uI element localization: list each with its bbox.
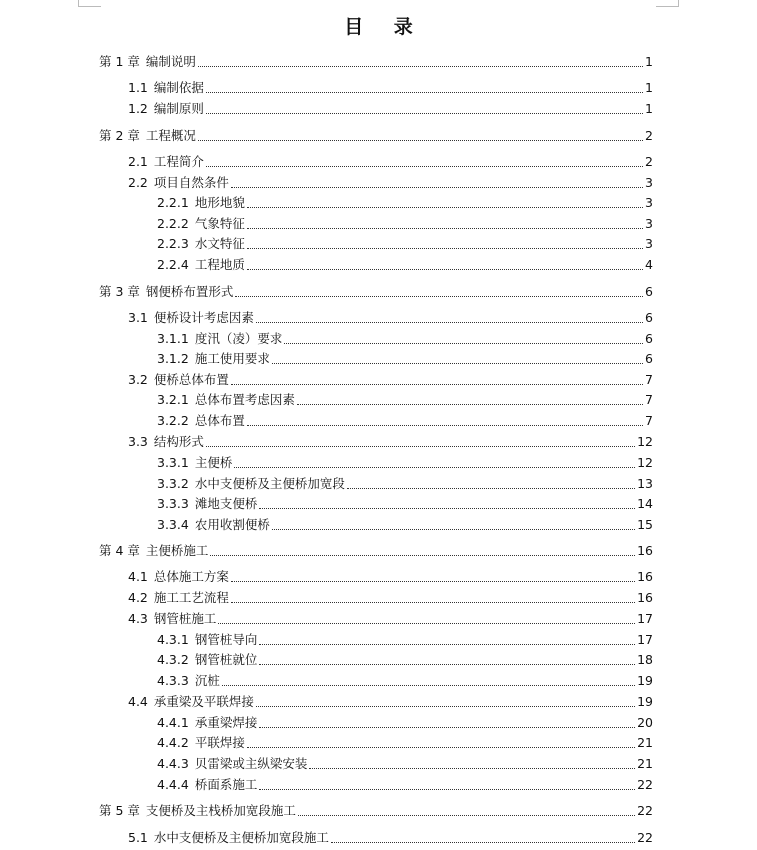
toc-entry[interactable] bbox=[157, 754, 653, 772]
toc-entry-label: 水中支便桥及主便桥加宽段施工 bbox=[153, 830, 329, 845]
toc-entry-number: 3.3.3 bbox=[157, 496, 189, 511]
toc-dot-leader bbox=[272, 362, 643, 364]
toc-entry-number: 第 2 章 bbox=[99, 128, 140, 143]
toc-entry-number: 4.4.4 bbox=[157, 777, 189, 792]
toc-entry[interactable] bbox=[157, 515, 653, 533]
toc-dot-leader bbox=[284, 342, 643, 344]
toc-entry-label: 编制说明 bbox=[145, 54, 196, 69]
toc-entry[interactable] bbox=[99, 541, 653, 559]
toc-entry[interactable] bbox=[99, 126, 653, 144]
toc-dot-leader bbox=[218, 622, 635, 624]
toc-dot-leader bbox=[297, 403, 643, 405]
toc-entry-page-number: 15 bbox=[637, 517, 653, 532]
toc-dot-leader bbox=[259, 726, 635, 728]
toc-entry-label: 农用收割便桥 bbox=[194, 517, 270, 532]
toc-dot-leader bbox=[309, 767, 635, 769]
toc-entry-page-number: 7 bbox=[645, 392, 653, 407]
toc-dot-leader bbox=[210, 554, 635, 556]
toc-entry[interactable] bbox=[157, 214, 653, 232]
toc-entry[interactable] bbox=[128, 99, 653, 117]
toc-entry-page-number: 3 bbox=[645, 175, 653, 190]
toc-entry-page-number: 16 bbox=[637, 569, 653, 584]
toc-dot-leader bbox=[198, 65, 643, 67]
toc-entry-label: 水文特征 bbox=[194, 236, 245, 251]
toc-entry-page-number: 18 bbox=[637, 652, 653, 667]
toc-entry-page-number: 14 bbox=[637, 496, 653, 511]
toc-dot-leader bbox=[247, 268, 643, 270]
toc-dot-leader bbox=[347, 487, 635, 489]
toc-entry-label: 工程简介 bbox=[153, 154, 204, 169]
toc-entry-label: 施工工艺流程 bbox=[153, 590, 229, 605]
toc-entry-page-number: 19 bbox=[637, 673, 653, 688]
toc-entry-number: 5.1 bbox=[128, 830, 148, 845]
toc-dot-leader bbox=[198, 139, 643, 141]
toc-dot-leader bbox=[231, 601, 635, 603]
toc-entry-label: 便桥总体布置 bbox=[153, 372, 229, 387]
toc-entry[interactable] bbox=[99, 801, 653, 819]
toc-entry-page-number: 7 bbox=[645, 413, 653, 428]
toc-dot-leader bbox=[206, 91, 643, 93]
page-corner-mark-left bbox=[78, 0, 101, 7]
toc-entry[interactable] bbox=[128, 609, 653, 627]
toc-entry-page-number: 16 bbox=[637, 543, 653, 558]
toc-entry[interactable] bbox=[157, 650, 653, 668]
toc-entry[interactable] bbox=[157, 234, 653, 252]
toc-entry-page-number: 22 bbox=[637, 777, 653, 792]
toc-entry-page-number: 3 bbox=[645, 195, 653, 210]
toc-entry-label: 地形地貌 bbox=[194, 195, 245, 210]
toc-entry-number: 4.4.3 bbox=[157, 756, 189, 771]
toc-entry-label: 编制原则 bbox=[153, 101, 204, 116]
toc-entry-label: 气象特征 bbox=[194, 216, 245, 231]
toc-entry-number: 3.3.1 bbox=[157, 455, 189, 470]
toc-entry-label: 钢管桩施工 bbox=[153, 611, 217, 626]
toc-entry[interactable] bbox=[128, 173, 653, 191]
toc-entry-label: 主便桥施工 bbox=[145, 543, 209, 558]
toc-dot-leader bbox=[259, 643, 635, 645]
toc-entry-number: 4.3.1 bbox=[157, 632, 189, 647]
toc-entry-label: 水中支便桥及主便桥加宽段 bbox=[194, 476, 345, 491]
toc-entry-page-number: 4 bbox=[645, 257, 653, 272]
toc-entry-number: 3.3.2 bbox=[157, 476, 189, 491]
toc-dot-leader bbox=[231, 383, 643, 385]
page-title: 目 录 bbox=[344, 16, 425, 38]
toc-entry-page-number: 12 bbox=[637, 455, 653, 470]
toc-entry[interactable] bbox=[157, 671, 653, 689]
toc-entry-label: 钢管桩就位 bbox=[194, 652, 258, 667]
toc-entry-page-number: 16 bbox=[637, 590, 653, 605]
toc-dot-leader bbox=[206, 165, 643, 167]
toc-dot-leader bbox=[231, 186, 643, 188]
toc-entry[interactable] bbox=[99, 52, 653, 70]
toc-entry-page-number: 1 bbox=[645, 101, 653, 116]
toc-entry[interactable] bbox=[157, 453, 653, 471]
toc-entry-page-number: 2 bbox=[645, 128, 653, 143]
toc-entry-page-number: 17 bbox=[637, 611, 653, 626]
toc-entry-page-number: 17 bbox=[637, 632, 653, 647]
toc-dot-leader bbox=[231, 580, 635, 582]
toc-entry-number: 3.1.2 bbox=[157, 351, 189, 366]
toc-entry-label: 滩地支便桥 bbox=[194, 496, 258, 511]
toc-dot-leader bbox=[247, 746, 635, 748]
toc-entry-page-number: 22 bbox=[637, 830, 653, 845]
toc-entry-label: 贝雷梁或主纵梁安装 bbox=[194, 756, 308, 771]
toc-entry-number: 4.4 bbox=[128, 694, 148, 709]
toc-entry-page-number: 7 bbox=[645, 372, 653, 387]
toc-entry[interactable] bbox=[128, 828, 653, 846]
toc-entry-number: 4.2 bbox=[128, 590, 148, 605]
toc-entry[interactable] bbox=[157, 713, 653, 731]
toc-entry-number: 第 5 章 bbox=[99, 803, 140, 818]
toc-entry[interactable] bbox=[128, 588, 653, 606]
toc-entry-number: 第 3 章 bbox=[99, 284, 140, 299]
toc-dot-leader bbox=[247, 227, 643, 229]
toc-entry[interactable] bbox=[128, 370, 653, 388]
toc-dot-leader bbox=[247, 424, 643, 426]
toc-entry-number: 3.2 bbox=[128, 372, 148, 387]
toc-entry[interactable] bbox=[157, 733, 653, 751]
toc-entry[interactable] bbox=[157, 329, 653, 347]
toc-entry[interactable] bbox=[128, 567, 653, 585]
toc-entry-page-number: 6 bbox=[645, 351, 653, 366]
toc-entry-page-number: 1 bbox=[645, 80, 653, 95]
toc-entry-label: 工程地质 bbox=[194, 257, 245, 272]
toc-entry-page-number: 22 bbox=[637, 803, 653, 818]
toc-dot-leader bbox=[259, 663, 635, 665]
toc-dot-leader bbox=[234, 466, 635, 468]
toc-entry[interactable] bbox=[128, 432, 653, 450]
toc-dot-leader bbox=[256, 705, 635, 707]
toc-entry-number: 第 1 章 bbox=[99, 54, 140, 69]
toc-entry-label: 桥面系施工 bbox=[194, 777, 258, 792]
toc-entry-page-number: 21 bbox=[637, 756, 653, 771]
toc-entry-label: 总体布置 bbox=[194, 413, 245, 428]
toc-entry-number: 2.2 bbox=[128, 175, 148, 190]
toc-entry[interactable] bbox=[157, 390, 653, 408]
toc-entry-page-number: 21 bbox=[637, 735, 653, 750]
toc-entry-number: 2.2.1 bbox=[157, 195, 189, 210]
toc-dot-leader bbox=[247, 206, 643, 208]
toc-entry[interactable] bbox=[157, 775, 653, 793]
toc-entry-label: 编制依据 bbox=[153, 80, 204, 95]
toc-entry-label: 主便桥 bbox=[194, 455, 233, 470]
toc-entry[interactable] bbox=[157, 411, 653, 429]
toc-entry-number: 1.1 bbox=[128, 80, 148, 95]
toc-dot-leader bbox=[206, 112, 643, 114]
toc-entry-label: 承重梁及平联焊接 bbox=[153, 694, 254, 709]
toc-entry-number: 4.3.2 bbox=[157, 652, 189, 667]
toc-entry[interactable] bbox=[157, 630, 653, 648]
toc-entry[interactable] bbox=[128, 152, 653, 170]
toc-entry-number: 4.3.3 bbox=[157, 673, 189, 688]
toc-dot-leader bbox=[235, 295, 643, 297]
toc-dot-leader bbox=[222, 684, 635, 686]
toc-entry-number: 3.1 bbox=[128, 310, 148, 325]
toc-entry-label: 便桥设计考虑因素 bbox=[153, 310, 254, 325]
toc-entry-label: 度汛（凌）要求 bbox=[194, 331, 283, 346]
toc-dot-leader bbox=[259, 507, 635, 509]
toc-entry-number: 4.1 bbox=[128, 569, 148, 584]
toc-entry-label: 沉桩 bbox=[194, 673, 220, 688]
toc-entry-label: 项目自然条件 bbox=[153, 175, 229, 190]
toc-dot-leader bbox=[331, 841, 635, 843]
toc-entry-page-number: 2 bbox=[645, 154, 653, 169]
toc-entry-number: 4.4.2 bbox=[157, 735, 189, 750]
toc-dot-leader bbox=[247, 247, 643, 249]
toc-dot-leader bbox=[206, 445, 635, 447]
toc-entry-label: 施工使用要求 bbox=[194, 351, 270, 366]
toc-entry-label: 总体施工方案 bbox=[153, 569, 229, 584]
toc-entry[interactable] bbox=[157, 193, 653, 211]
toc-entry-label: 总体布置考虑因素 bbox=[194, 392, 295, 407]
toc-entry[interactable] bbox=[128, 692, 653, 710]
toc-entry[interactable] bbox=[157, 349, 653, 367]
toc-entry-page-number: 6 bbox=[645, 331, 653, 346]
toc-entry-label: 结构形式 bbox=[153, 434, 204, 449]
toc-dot-leader bbox=[256, 321, 643, 323]
toc-entry[interactable] bbox=[99, 282, 653, 300]
toc-entry[interactable] bbox=[128, 78, 653, 96]
toc-entry-page-number: 20 bbox=[637, 715, 653, 730]
toc-entry-number: 3.2.2 bbox=[157, 413, 189, 428]
toc-entry-label: 平联焊接 bbox=[194, 735, 245, 750]
toc-entry-page-number: 1 bbox=[645, 54, 653, 69]
toc-entry[interactable] bbox=[157, 494, 653, 512]
toc-entry-page-number: 3 bbox=[645, 236, 653, 251]
toc-entry-number: 第 4 章 bbox=[99, 543, 140, 558]
toc-entry-number: 2.2.3 bbox=[157, 236, 189, 251]
toc-entry-page-number: 13 bbox=[637, 476, 653, 491]
toc-entry-number: 4.4.1 bbox=[157, 715, 189, 730]
toc-entry-page-number: 6 bbox=[645, 284, 653, 299]
toc-entry-label: 钢便桥布置形式 bbox=[145, 284, 234, 299]
toc-dot-leader bbox=[259, 788, 635, 790]
toc-entry-page-number: 6 bbox=[645, 310, 653, 325]
toc-entry-label: 支便桥及主栈桥加宽段施工 bbox=[145, 803, 296, 818]
toc-entry-number: 3.2.1 bbox=[157, 392, 189, 407]
toc-dot-leader bbox=[272, 528, 635, 530]
toc-entry[interactable] bbox=[128, 308, 653, 326]
toc-entry-page-number: 19 bbox=[637, 694, 653, 709]
toc-entry-page-number: 3 bbox=[645, 216, 653, 231]
toc-entry-number: 2.1 bbox=[128, 154, 148, 169]
toc-entry-number: 2.2.2 bbox=[157, 216, 189, 231]
toc-entry-number: 4.3 bbox=[128, 611, 148, 626]
toc-entry-number: 1.2 bbox=[128, 101, 148, 116]
toc-dot-leader bbox=[298, 814, 635, 816]
toc-entry-number: 3.1.1 bbox=[157, 331, 189, 346]
toc-entry-number: 2.2.4 bbox=[157, 257, 189, 272]
toc-entry-number: 3.3 bbox=[128, 434, 148, 449]
toc-entry-page-number: 12 bbox=[637, 434, 653, 449]
toc-entry[interactable] bbox=[157, 255, 653, 273]
page-corner-mark-right bbox=[656, 0, 679, 7]
toc-entry-label: 钢管桩导向 bbox=[194, 632, 258, 647]
toc-entry-label: 承重梁焊接 bbox=[194, 715, 258, 730]
toc-entry-number: 3.3.4 bbox=[157, 517, 189, 532]
toc-entry[interactable] bbox=[157, 474, 653, 492]
toc-entry-label: 工程概况 bbox=[145, 128, 196, 143]
